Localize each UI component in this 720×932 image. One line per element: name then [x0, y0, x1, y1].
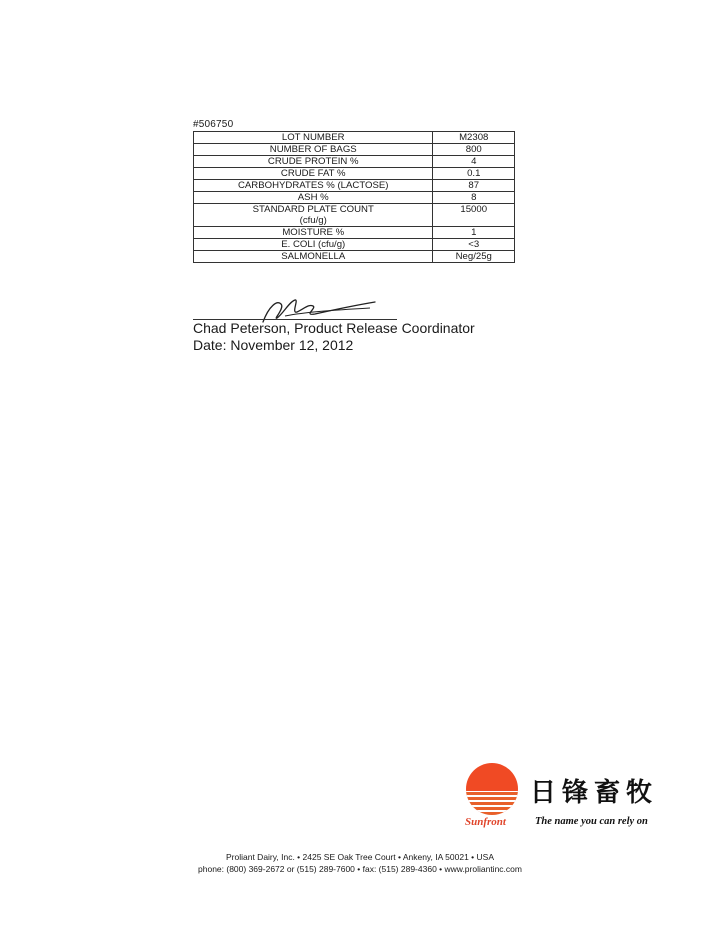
- row-value: 87: [433, 180, 515, 192]
- row-value: 4: [433, 156, 515, 168]
- row-label: E. COLI (cfu/g): [194, 239, 433, 251]
- row-label-line: STANDARD PLATE COUNT: [252, 204, 374, 215]
- table-row: [194, 156, 515, 168]
- row-label: SALMONELLA: [194, 251, 433, 263]
- spec-table: [193, 131, 515, 263]
- footer-contact: phone: (800) 369-2672 or (515) 289-7600 • fax: (515) 289-4360 • www.proliantinc.com: [198, 864, 522, 874]
- row-label: NUMBER OF BAGS: [194, 144, 433, 156]
- row-label: ASH %: [194, 192, 433, 204]
- sun-logo-icon: [465, 762, 519, 816]
- signer-name: Chad Peterson, Product Release Coordinator: [193, 320, 475, 336]
- brand-name: Sunfront: [465, 816, 506, 828]
- row-label: CRUDE FAT %: [194, 168, 433, 180]
- table-row: [194, 192, 515, 204]
- row-value: <3: [433, 239, 515, 251]
- table-row: [194, 204, 515, 227]
- row-value: Neg/25g: [433, 251, 515, 263]
- row-label: [194, 204, 433, 227]
- row-value: 15000: [433, 204, 515, 227]
- table-row: [194, 227, 515, 239]
- table-row: [194, 168, 515, 180]
- table-row: [194, 144, 515, 156]
- table-row: [194, 180, 515, 192]
- lot-reference: #506750: [193, 119, 234, 130]
- row-label: CARBOHYDRATES % (LACTOSE): [194, 180, 433, 192]
- row-value: M2308: [433, 132, 515, 144]
- document-date: Date: November 12, 2012: [193, 337, 354, 353]
- row-label: LOT NUMBER: [194, 132, 433, 144]
- chinese-company-name: 日锋畜牧: [530, 778, 659, 808]
- table-row: [194, 132, 515, 144]
- footer-address: Proliant Dairy, Inc. • 2425 SE Oak Tree Court • Ankeny, IA 50021 • USA: [226, 852, 494, 862]
- row-value: 800: [433, 144, 515, 156]
- table-row: [194, 251, 515, 263]
- row-label-unit: (cfu/g): [299, 215, 327, 226]
- row-value: 1: [433, 227, 515, 239]
- row-label: CRUDE PROTEIN %: [194, 156, 433, 168]
- row-label: MOISTURE %: [194, 227, 433, 239]
- row-value: 8: [433, 192, 515, 204]
- tagline: The name you can rely on: [535, 816, 648, 827]
- row-value: 0.1: [433, 168, 515, 180]
- table-row: [194, 239, 515, 251]
